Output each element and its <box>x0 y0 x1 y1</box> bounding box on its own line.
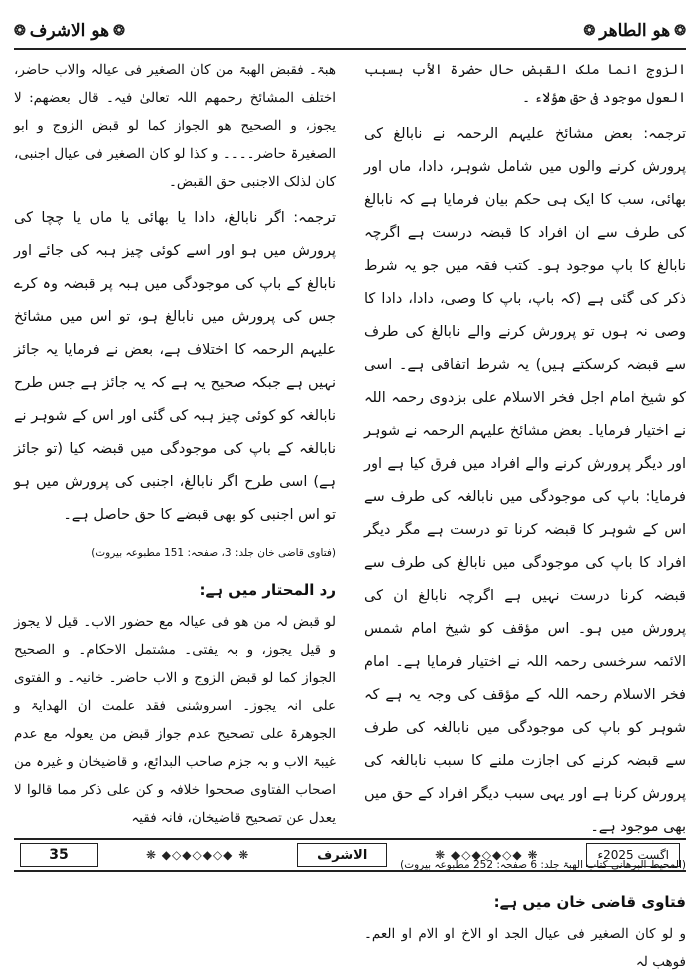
urdu-translation: ترجمہ: اگر نابالغ، دادا یا بھائی یا ماں یا چچا کی پرورش میں ہو اور اسے کوئی چیز ہبہ کی جائے اور نابالغ کے باپ کی موجودگی میں ہبہ پر قبضہ وہ کرے جس کی پرورش میں نابالغ ہو، تو اس میں مشائخ علیہم الرحمہ کا اختلاف ہے، بعض نے فرمایا یہ جائز نہیں ہے جبکہ صحیح یہ ہے کہ یہ جائز ہے جس طرح نابالغہ کو کوئی چیز ہبہ کی گئی اور اس کے شوہر نے نابالغہ کے باپ کی موجودگی میں قبضہ کیا (تو جائز ہے) اسی طرح اگر نابالغ، اجنبی کی پرورش میں ہو تو اس اجنبی کو بھی قبضے کا حق حاصل ہے۔ <box>14 210 336 523</box>
ornament-icon: ❂ <box>583 23 596 39</box>
ornament-chain-icon: ❋ ◆◇◆◇◆◇◆ ❋ <box>435 848 539 862</box>
ornament-icon: ❂ <box>14 23 26 39</box>
header-left-title: ھو الاشرف <box>29 21 110 41</box>
arabic-passage: لو قبض لہ من ھو فی عیالہ مع حضور الاب۔ قیل لا یجوز و قیل یجوز، و بہ یفتی۔ مشتمل الاحکام۔ و الصحیح الجواز کما لو قبض الزوج و الاب حاضر۔ خانیہ۔ و الفتوی علی انہ یجوز۔ اسروشنی فقد علمت ان الھدایۃ و الجوھرۃ علی تصحیح عدم جواز قبض من یعولہ مع عدم غیبۃ الاب و بہ جزم صاحب البدائع، و قاضیخان و غیرہ من اصحاب الفتاوی صححوا خلافہ و کن علی ذکر مما قالوا لا یعدل عن تصحیح قاضیخان، فانہ فقیہ <box>14 614 336 826</box>
ornament-chain-icon: ❋ ◆◇◆◇◆◇◆ ❋ <box>145 848 250 862</box>
ornament-icon: ❂ <box>113 23 125 39</box>
source-reference: (فتاوی قاضی خان جلد: 3، صفحہ: 151 مطبوعہ بیروت) <box>91 547 336 559</box>
page-header <box>14 14 686 50</box>
left-column <box>14 56 336 826</box>
page-footer <box>14 838 686 872</box>
section-heading: رد المحتار میں ہے: <box>199 581 336 599</box>
ornament-icon: ❂ <box>674 23 686 39</box>
header-right-title: ھو الطاھر <box>599 21 671 41</box>
header-left-title-box <box>14 21 125 41</box>
source-reference: (المحیط البرھانی کتاب الھبۃ جلد: 6 صفحہ: 252 مطبوعہ بیروت) <box>400 859 686 871</box>
arabic-passage: الزوج انما ملک القبض حال حضرة الأب بسبب العول موجود فی حق ھؤلاء ۔ <box>364 62 686 106</box>
page-number: 35 <box>20 843 98 867</box>
arabic-passage: ھبۃ۔ فقبض الھبۃ من کان الصغیر فی عیالہ والاب حاضر، اختلف المشائخ رحمھم اللہ تعالیٰ فیہ۔ قال بعضھم: لا یجوز، و الصحیح ھو الجواز کما لو قبض الزوج و ابو الصغیرۃ حاضر۔۔۔۔ و کذا لو کان الصغیر فی عیال اجنبی، کان لذلک الاجنبی حق القبض۔ <box>14 62 336 190</box>
magazine-name: الاشرف <box>297 843 387 867</box>
issue-date: اگست 2025ء <box>586 843 680 867</box>
header-right-title-box <box>583 21 686 41</box>
arabic-passage: و لو کان الصغیر فی عیال الجد او الاخ او الام او العم۔ فوھب لہ <box>364 926 686 970</box>
urdu-translation: ترجمہ: بعض مشائخ علیہم الرحمہ نے نابالغ کی پرورش کرنے والوں میں شامل شوہر، دادا، ماں اور بھائی، سب کا ایک ہی حکم بیان فرمایا ہے کہ نابالغ کی طرف سے ان افراد کا قبضہ درست ہے اگرچہ نابالغ کا باپ موجود ہو۔ کتب فقہ میں جو یہ شرط ذکر کی گئی ہے (کہ باپ، باپ کا وصی، دادا، دادا کا وصی نہ ہوں تو پرورش کرنے والے نابالغ کی طرف سے قبضہ کرسکتے ہیں) یہ شرط اتفاقی ہے۔ اسی کو شیخ امام اجل فخر الاسلام علی بزدوی رحمہ اللہ نے اختیار فرمایا۔ بعض مشائخ علیہم الرحمہ نے شوہر اور دیگر پرورش کرنے والے افراد میں فرق کیا ہے اور فرمایا: باپ کی موجودگی میں نابالغہ کی طرف سے اس کے شوہر کا قبضہ کرنا تو درست ہے مگر دیگر افراد کا باپ کی موجودگی میں نابالغ کی طرف سے قبضہ کرنا درست نہیں ہے اگرچہ نابالغ ان کی پرورش میں ہو۔ اس مؤقف کو شیخ امام شمس الائمہ سرخسی رحمہ اللہ نے اختیار فرمایا ہے۔ امام فخر الاسلام رحمہ اللہ کے مؤقف کی وجہ یہ ہے کہ شوہر کو باپ کی موجودگی میں نابالغہ کی طرف سے قبضہ کرنے کی اجازت ملنے کا سبب نابالغہ کی پرورش کرنا ہے اور یہی سبب دیگر افراد کے حق میں بھی موجود ہے۔ <box>364 126 686 835</box>
section-heading: فتاوی قاضی خان میں ہے: <box>493 893 686 911</box>
